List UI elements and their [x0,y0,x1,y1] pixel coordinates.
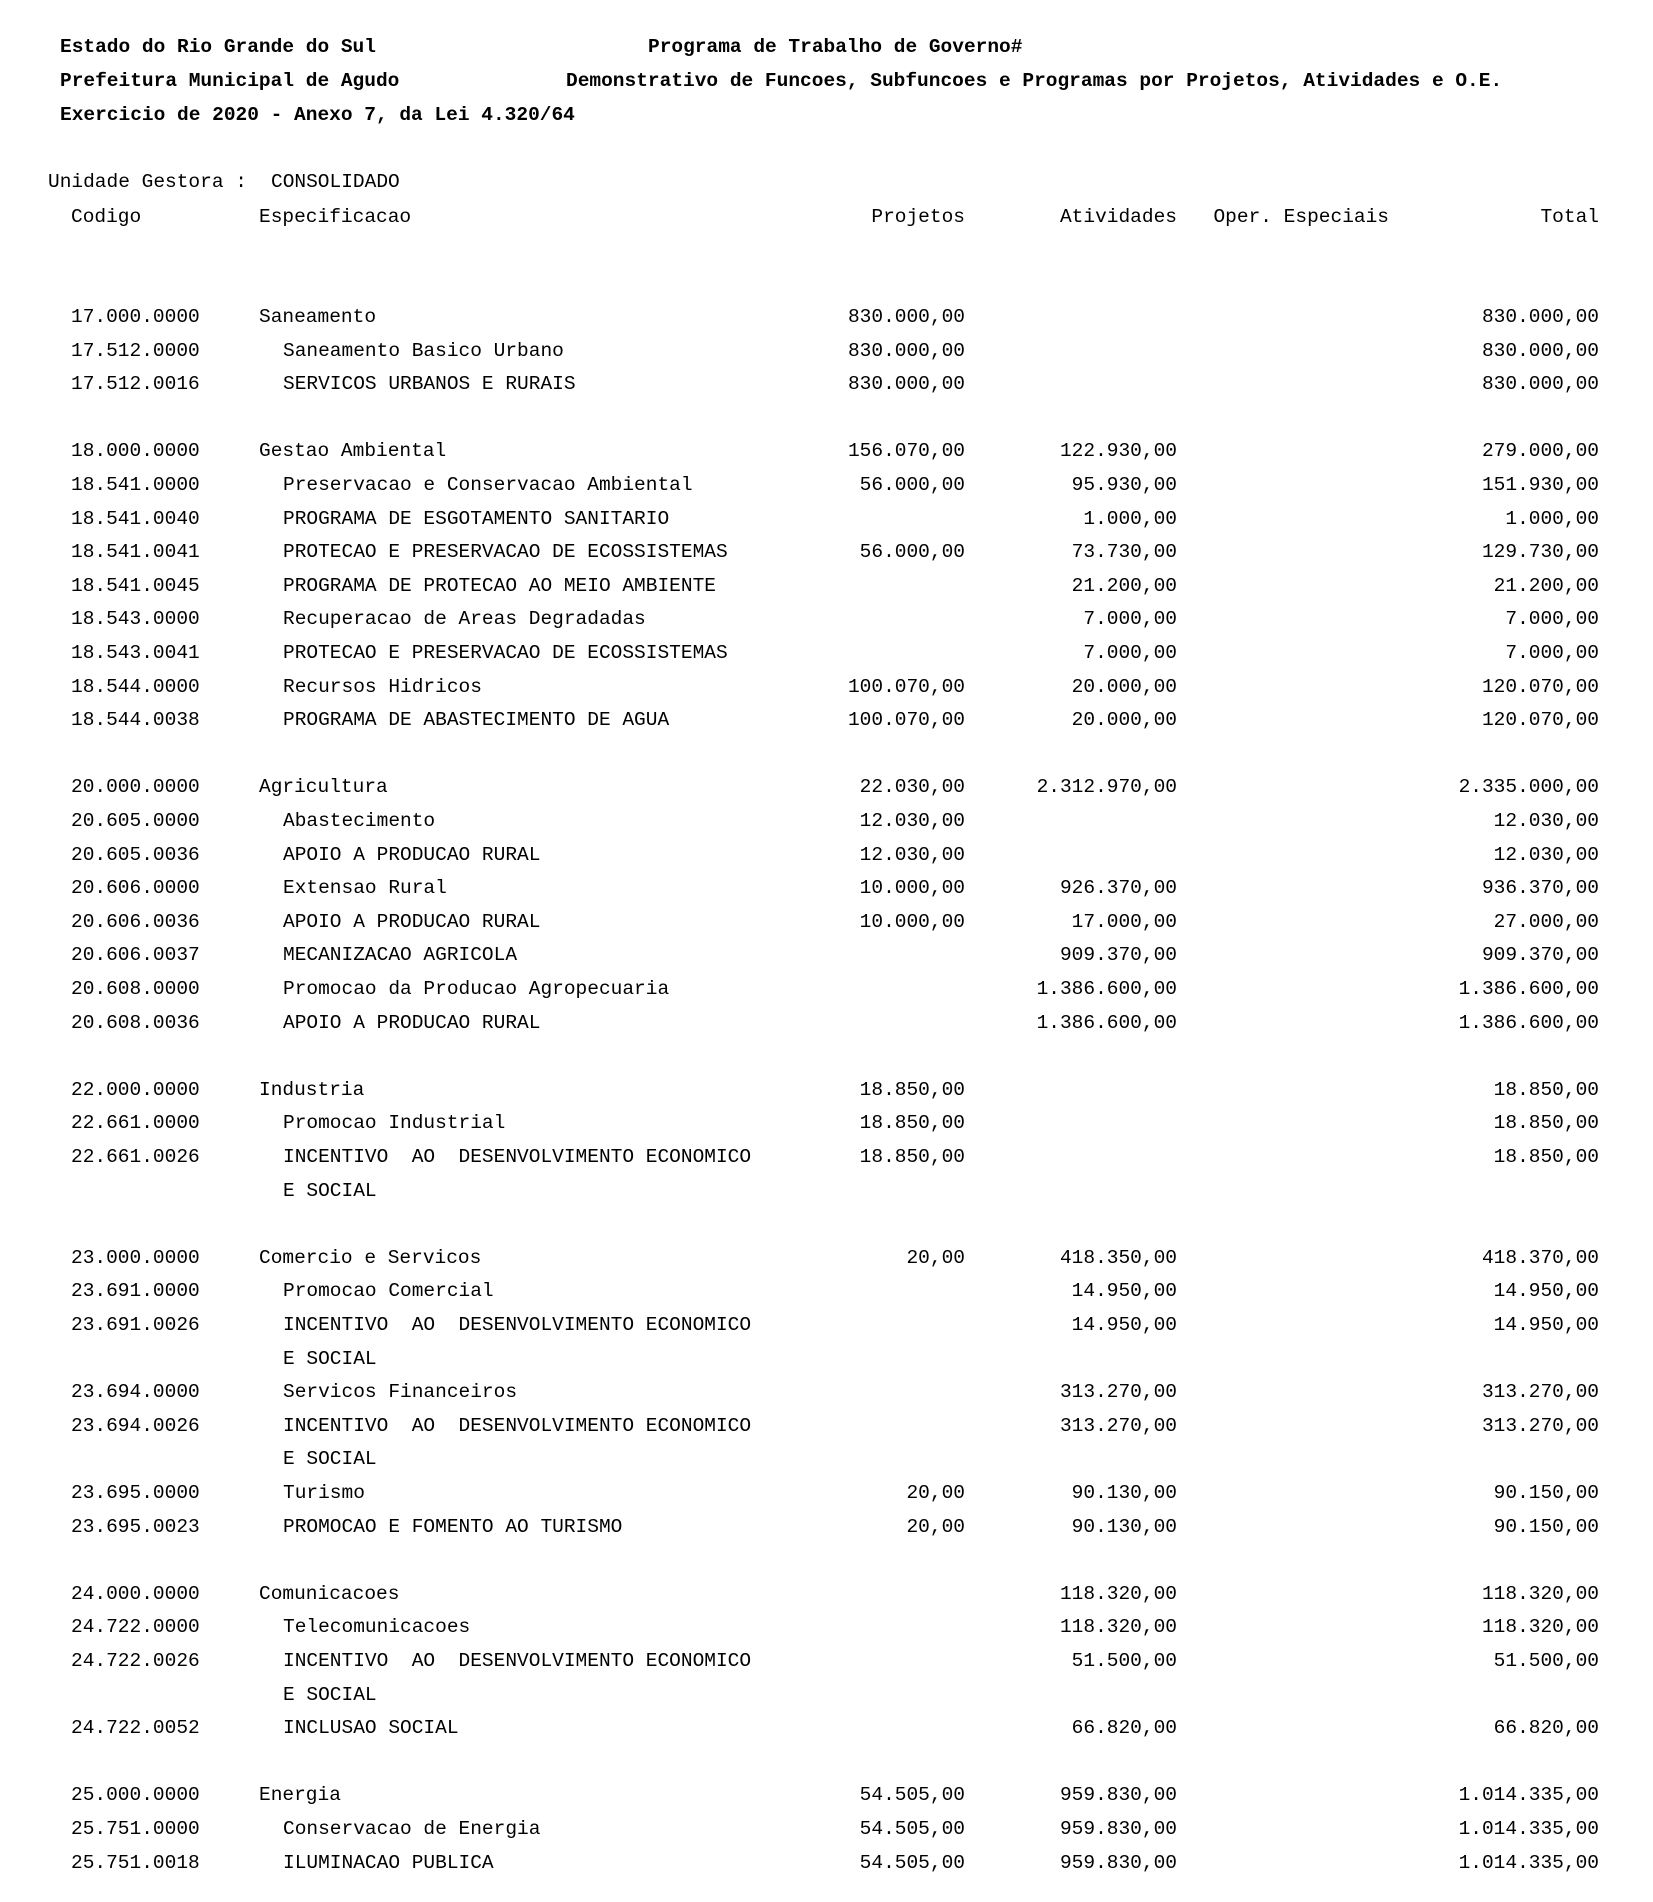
row-activities: 14.950,00 [1071,1280,1177,1303]
row-projects: 12.030,00 [859,843,965,866]
row-spec: Gestao Ambiental [259,440,447,463]
table-row [0,1650,1653,1674]
row-spec: E SOCIAL [283,1448,377,1471]
row-spec: Servicos Financeiros [283,1381,518,1404]
row-total: 909.370,00 [1481,944,1599,967]
table-row [0,474,1653,498]
row-code: 20.605.0036 [71,843,200,866]
table-row [0,1415,1653,1439]
row-total: 830.000,00 [1481,373,1599,396]
row-projects: 10.000,00 [859,910,965,933]
row-activities: 959.830,00 [1059,1784,1177,1807]
table-row [0,1280,1653,1304]
row-total: 7.000,00 [1505,642,1599,664]
col-projects: Projetos [871,206,965,228]
row-total: 27.000,00 [1493,910,1599,933]
table-row [0,1381,1653,1405]
row-projects: 830.000,00 [847,373,965,396]
row-total: 313.270,00 [1481,1414,1599,1437]
table-row [0,1616,1653,1640]
exercise-label: Exercicio de 2020 - Anexo 7, da Lei 4.320/64 [60,104,575,126]
row-spec: Promocao Industrial [283,1112,506,1135]
table-row [0,1516,1653,1540]
row-activities: 926.370,00 [1059,877,1177,900]
row-activities: 90.130,00 [1071,1482,1177,1504]
row-activities: 7.000,00 [1083,642,1177,664]
row-activities: 313.270,00 [1059,1381,1177,1404]
col-total: Total [1540,206,1599,228]
table-row [0,776,1653,800]
state-name: Estado do Rio Grande do Sul [60,36,376,58]
row-spec: INCENTIVO AO DESENVOLVIMENTO ECONOMICO [283,1650,752,1672]
row-code: 23.695.0000 [71,1482,200,1504]
row-code: 20.608.0036 [71,1011,200,1034]
municipality-name: Prefeitura Municipal de Agudo [60,70,400,92]
row-spec: Agricultura [259,776,388,799]
row-projects: 10.000,00 [859,877,965,900]
row-activities: 118.320,00 [1059,1582,1177,1605]
row-projects: 156.070,00 [847,440,965,463]
row-spec: Recuperacao de Areas Degradadas [283,608,646,631]
row-total: 2.335.000,00 [1458,776,1599,799]
row-spec: Turismo [283,1482,365,1504]
row-total: 830.000,00 [1481,306,1599,328]
row-spec: PROGRAMA DE ESGOTAMENTO SANITARIO [283,507,670,530]
table-row [0,1482,1653,1506]
row-total: 18.850,00 [1493,1112,1599,1135]
row-activities: 7.000,00 [1083,608,1177,631]
row-activities: 959.830,00 [1059,1818,1177,1840]
unit-value: CONSOLIDADO [271,171,400,193]
table-row [0,1684,1653,1708]
table-row [0,306,1653,330]
row-total: 313.270,00 [1481,1381,1599,1404]
row-activities: 313.270,00 [1059,1414,1177,1437]
row-code: 24.722.0000 [71,1616,200,1639]
row-spec: Saneamento Basico Urbano [283,339,564,362]
program-title: Programa de Trabalho de Governo# [648,36,1023,58]
row-spec: SERVICOS URBANOS E RURAIS [283,373,576,396]
row-total: 66.820,00 [1493,1717,1599,1740]
row-code: 23.691.0026 [71,1314,200,1336]
row-activities: 21.200,00 [1071,574,1177,597]
row-activities: 90.130,00 [1071,1515,1177,1538]
row-projects: 830.000,00 [847,306,965,328]
table-row [0,676,1653,700]
row-spec: ILUMINACAO PUBLICA [283,1851,494,1874]
row-code: 20.608.0000 [71,978,200,1000]
row-activities: 20.000,00 [1071,675,1177,698]
row-projects: 18.850,00 [859,1078,965,1101]
row-code: 17.000.0000 [71,306,200,328]
row-spec: Comunicacoes [259,1582,400,1605]
row-projects: 54.505,00 [859,1784,965,1807]
row-spec: MECANIZACAO AGRICOLA [283,944,518,967]
row-spec: APOIO A PRODUCAO RURAL [283,1011,541,1034]
row-spec: Industria [259,1078,365,1101]
row-total: 1.014.335,00 [1458,1818,1599,1840]
table-row [0,877,1653,901]
row-code: 25.751.0000 [71,1818,200,1840]
row-activities: 1.000,00 [1083,507,1177,530]
row-total: 1.014.335,00 [1458,1851,1599,1874]
table-row [0,1180,1653,1204]
col-activities: Atividades [1059,206,1177,228]
row-activities: 1.386.600,00 [1036,978,1177,1000]
table-row [0,978,1653,1002]
table-row [0,1247,1653,1271]
table-row [0,1079,1653,1103]
row-total: 18.850,00 [1493,1146,1599,1168]
row-total: 1.386.600,00 [1458,978,1599,1000]
row-code: 18.543.0041 [71,642,200,664]
row-code: 18.541.0045 [71,574,200,597]
table-row [0,1717,1653,1741]
row-activities: 1.386.600,00 [1036,1011,1177,1034]
row-total: 51.500,00 [1493,1650,1599,1672]
row-activities: 2.312.970,00 [1036,776,1177,799]
row-spec: INCENTIVO AO DESENVOLVIMENTO ECONOMICO [283,1414,752,1437]
row-spec: PROTECAO E PRESERVACAO DE ECOSSISTEMAS [283,541,728,564]
row-code: 22.661.0026 [71,1146,200,1168]
table-row [0,911,1653,935]
table-row [0,1784,1653,1808]
row-spec: Energia [259,1784,341,1807]
row-projects: 56.000,00 [859,541,965,564]
row-spec: PROTECAO E PRESERVACAO DE ECOSSISTEMAS [283,642,728,664]
row-code: 20.606.0036 [71,910,200,933]
row-total: 418.370,00 [1481,1246,1599,1269]
row-projects: 18.850,00 [859,1146,965,1168]
table-row [0,1146,1653,1170]
row-spec: APOIO A PRODUCAO RURAL [283,910,541,933]
row-activities: 122.930,00 [1059,440,1177,463]
column-headers [0,206,1653,230]
table-row [0,709,1653,733]
table-row [0,1448,1653,1472]
row-projects: 18.850,00 [859,1112,965,1135]
row-code: 20.606.0037 [71,944,200,967]
row-total: 14.950,00 [1493,1280,1599,1303]
row-total: 21.200,00 [1493,574,1599,597]
table-row [0,541,1653,565]
table-row [0,1818,1653,1842]
row-code: 18.543.0000 [71,608,200,631]
row-activities: 14.950,00 [1071,1314,1177,1336]
row-spec: INCENTIVO AO DESENVOLVIMENTO ECONOMICO [283,1146,752,1168]
row-total: 830.000,00 [1481,339,1599,362]
row-spec: E SOCIAL [283,1683,377,1706]
row-spec: E SOCIAL [283,1347,377,1370]
row-spec: INCLUSAO SOCIAL [283,1717,459,1740]
row-total: 1.000,00 [1505,507,1599,530]
row-code: 25.000.0000 [71,1784,200,1807]
row-spec: E SOCIAL [283,1179,377,1202]
table-row [0,844,1653,868]
row-code: 18.541.0040 [71,507,200,530]
row-projects: 100.070,00 [847,675,965,698]
row-spec: Abastecimento [283,810,436,832]
row-code: 18.544.0038 [71,709,200,732]
row-code: 18.544.0000 [71,675,200,698]
table-row [0,508,1653,532]
table-row [0,1012,1653,1036]
row-spec: APOIO A PRODUCAO RURAL [283,843,541,866]
unit-label: Unidade Gestora : [48,171,247,193]
row-total: 1.014.335,00 [1458,1784,1599,1807]
row-activities: 95.930,00 [1071,474,1177,496]
row-code: 17.512.0016 [71,373,200,396]
col-spec: Especificacao [259,206,412,228]
row-code: 24.000.0000 [71,1582,200,1605]
row-projects: 54.505,00 [859,1851,965,1874]
row-total: 12.030,00 [1493,810,1599,832]
row-projects: 54.505,00 [859,1818,965,1840]
row-spec: Recursos Hidricos [283,675,482,698]
row-activities: 51.500,00 [1071,1650,1177,1672]
row-activities: 66.820,00 [1071,1717,1177,1740]
row-total: 279.000,00 [1481,440,1599,463]
col-code: Codigo [71,206,142,228]
row-total: 118.320,00 [1481,1582,1599,1605]
row-spec: Comercio e Servicos [259,1246,482,1269]
row-projects: 22.030,00 [859,776,965,799]
row-total: 118.320,00 [1481,1616,1599,1639]
row-projects: 12.030,00 [859,810,965,832]
row-code: 24.722.0052 [71,1717,200,1740]
row-projects: 830.000,00 [847,339,965,362]
table-row [0,608,1653,632]
table-row [0,810,1653,834]
table-row [0,575,1653,599]
col-special-ops: Oper. Especiais [1213,206,1389,228]
table-row [0,1348,1653,1372]
row-code: 25.751.0018 [71,1851,200,1874]
row-spec: Preservacao e Conservacao Ambiental [283,474,693,496]
row-activities: 959.830,00 [1059,1851,1177,1874]
row-code: 20.606.0000 [71,877,200,900]
row-projects: 56.000,00 [859,474,965,496]
row-spec: PROGRAMA DE ABASTECIMENTO DE AGUA [283,709,670,732]
row-spec: PROMOCAO E FOMENTO AO TURISMO [283,1515,623,1538]
row-code: 20.000.0000 [71,776,200,799]
row-code: 23.691.0000 [71,1280,200,1303]
row-total: 90.150,00 [1493,1515,1599,1538]
row-code: 22.000.0000 [71,1078,200,1101]
row-total: 14.950,00 [1493,1314,1599,1336]
row-spec: Extensao Rural [283,877,447,900]
row-code: 23.000.0000 [71,1246,200,1269]
row-spec: PROGRAMA DE PROTECAO AO MEIO AMBIENTE [283,574,716,597]
row-code: 17.512.0000 [71,339,200,362]
report-title: Demonstrativo de Funcoes, Subfuncoes e Programas por Projetos, Atividades e O.E. [566,70,1503,92]
row-total: 936.370,00 [1481,877,1599,900]
row-spec: Saneamento [259,306,377,328]
table-row [0,1852,1653,1876]
table-row [0,944,1653,968]
row-spec: INCENTIVO AO DESENVOLVIMENTO ECONOMICO [283,1314,752,1336]
row-code: 22.661.0000 [71,1112,200,1135]
row-code: 18.000.0000 [71,440,200,463]
row-total: 129.730,00 [1481,541,1599,564]
table-row [0,373,1653,397]
row-code: 23.694.0000 [71,1381,200,1404]
row-activities: 418.350,00 [1059,1246,1177,1269]
row-activities: 909.370,00 [1059,944,1177,967]
row-total: 90.150,00 [1493,1482,1599,1504]
table-row [0,1314,1653,1338]
row-projects: 20,00 [906,1246,965,1269]
row-total: 12.030,00 [1493,843,1599,866]
row-code: 23.694.0026 [71,1414,200,1437]
row-spec: Telecomunicacoes [283,1616,471,1639]
row-spec: Conservacao de Energia [283,1818,541,1840]
row-total: 120.070,00 [1481,675,1599,698]
row-activities: 118.320,00 [1059,1616,1177,1639]
row-code: 20.605.0000 [71,810,200,832]
row-activities: 20.000,00 [1071,709,1177,732]
table-row [0,1583,1653,1607]
row-activities: 17.000,00 [1071,910,1177,933]
row-total: 120.070,00 [1481,709,1599,732]
row-code: 24.722.0026 [71,1650,200,1672]
table-row [0,340,1653,364]
table-row [0,440,1653,464]
table-row [0,642,1653,666]
row-spec: Promocao da Producao Agropecuaria [283,978,670,1000]
row-total: 1.386.600,00 [1458,1011,1599,1034]
row-total: 151.930,00 [1481,474,1599,496]
row-code: 23.695.0023 [71,1515,200,1538]
row-total: 7.000,00 [1505,608,1599,631]
row-total: 18.850,00 [1493,1078,1599,1101]
row-projects: 20,00 [906,1482,965,1504]
row-projects: 20,00 [906,1515,965,1538]
row-code: 18.541.0041 [71,541,200,564]
row-spec: Promocao Comercial [283,1280,494,1303]
row-activities: 73.730,00 [1071,541,1177,564]
row-code: 18.541.0000 [71,474,200,496]
row-projects: 100.070,00 [847,709,965,732]
table-row [0,1112,1653,1136]
